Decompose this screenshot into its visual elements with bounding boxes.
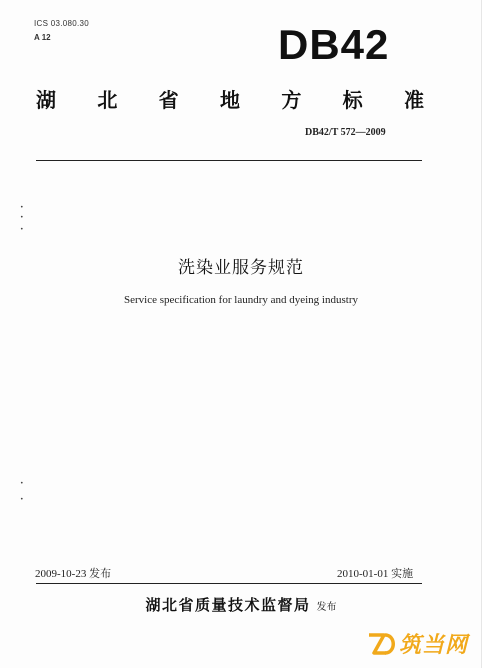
heading-char: 北 bbox=[97, 88, 118, 112]
margin-mark: • bbox=[20, 214, 24, 221]
heading-char: 地 bbox=[219, 88, 240, 112]
heading-char: 方 bbox=[281, 88, 302, 112]
heading-char: 湖 bbox=[36, 88, 56, 112]
bottom-divider bbox=[36, 583, 422, 584]
margin-mark: • bbox=[20, 480, 24, 487]
heading-char: 省 bbox=[158, 88, 179, 112]
heading-char: 准 bbox=[403, 88, 424, 112]
margin-mark: • bbox=[20, 204, 24, 211]
document-title-chinese: 洗染业服务规范 bbox=[178, 258, 304, 278]
province-standard-heading bbox=[36, 84, 424, 113]
document-title-english: Service specification for laundry and dyeing industry bbox=[124, 294, 358, 306]
zd-logo-icon bbox=[366, 629, 396, 659]
classification-code: A 12 bbox=[34, 33, 51, 42]
ics-code: ICS 03.080.30 bbox=[34, 19, 90, 28]
standard-code: DB42 bbox=[278, 21, 390, 68]
issuer-suffix: 发布 bbox=[316, 602, 337, 613]
issuer-name: 湖北省质量技术监督局 bbox=[145, 596, 311, 614]
watermark-text: 筑当网 bbox=[399, 633, 469, 658]
issue-date: 2009-10-23 发布 bbox=[35, 568, 112, 580]
site-watermark bbox=[366, 628, 468, 659]
heading-char: 标 bbox=[342, 88, 363, 112]
implementation-date: 2010-01-01 实施 bbox=[337, 568, 414, 580]
top-divider bbox=[36, 160, 422, 161]
standard-number: DB42/T 572—2009 bbox=[305, 127, 386, 138]
margin-mark: • bbox=[20, 496, 24, 503]
margin-mark: • bbox=[20, 226, 24, 233]
issuing-authority bbox=[0, 594, 482, 615]
